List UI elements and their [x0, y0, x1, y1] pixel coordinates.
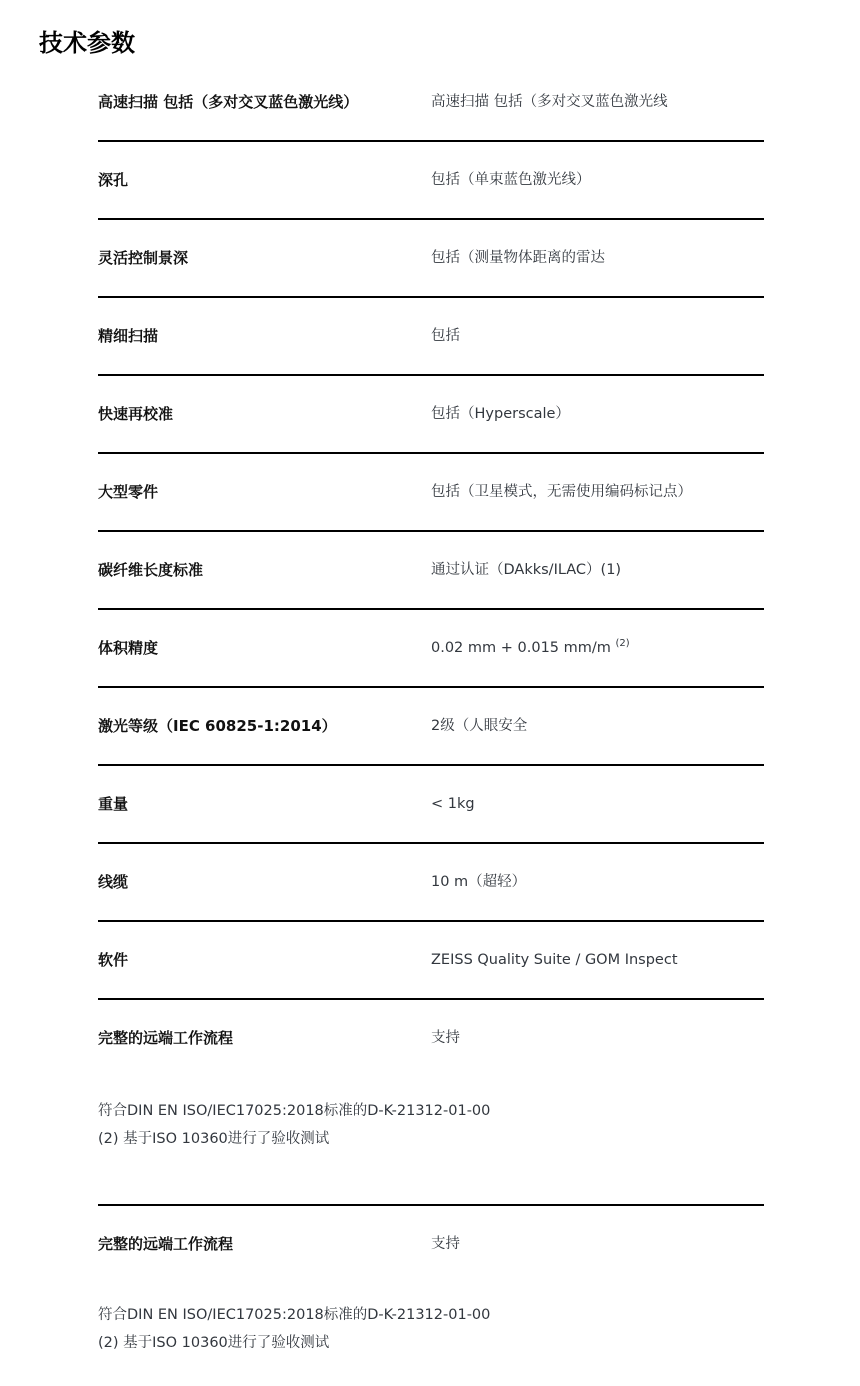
- spec-row-software: [98, 922, 764, 1000]
- spec-row-remote-workflow: [98, 1000, 764, 1078]
- spec-row-recalibration: [98, 376, 764, 454]
- spec-value: 包括（Hyperscale）: [431, 406, 570, 422]
- spec-row-cable: [98, 844, 764, 922]
- spec-label: 快速再校准: [98, 405, 174, 423]
- spec-row-laser-class: [98, 688, 764, 766]
- spec-label: 深孔: [98, 171, 129, 189]
- spec-label: 重量: [98, 795, 129, 813]
- spec-table: [98, 64, 764, 1078]
- spec-row-volume-accuracy: [98, 610, 764, 688]
- spec-value-text: 0.02 mm + 0.015 mm/m: [431, 640, 611, 656]
- spec-label: 体积精度: [98, 639, 159, 657]
- spec-label: 激光等级（IEC 60825-1:2014）: [98, 717, 337, 735]
- spec-label: 完整的远端工作流程: [98, 1235, 234, 1253]
- spec-value: [431, 637, 630, 659]
- spec-value: 支持: [431, 1236, 460, 1252]
- footnotes: [98, 1097, 764, 1153]
- spec-row-weight: [98, 766, 764, 844]
- spec-label: 精细扫描: [98, 327, 159, 345]
- footnote-2: (2) 基于ISO 10360进行了验收测试: [98, 1335, 330, 1351]
- spec-value: 包括: [431, 328, 460, 344]
- spec-row-high-speed-scan: [98, 64, 764, 142]
- spec-label: 灵活控制景深: [98, 249, 189, 267]
- spec-label: 大型零件: [98, 483, 159, 501]
- spec-row-fine-scan: [98, 298, 764, 376]
- spec-value: 包括（卫星模式，无需使用编码标记点）: [431, 484, 692, 500]
- footnote-2: (2) 基于ISO 10360进行了验收测试: [98, 1131, 330, 1147]
- spec-value: 支持: [431, 1030, 460, 1046]
- spec-label: 高速扫描 包括（多对交叉蓝色激光线）: [98, 93, 359, 111]
- spec-label: 完整的远端工作流程: [98, 1029, 234, 1047]
- footnote-1: 符合DIN EN ISO/IEC17025:2018标准的D-K-21312-01-00: [98, 1103, 491, 1119]
- spec-row-carbon-length-standard: [98, 532, 764, 610]
- spec-value: ZEISS Quality Suite / GOM Inspect: [431, 952, 678, 968]
- spec-value: 包括（测量物体距离的雷达: [431, 250, 605, 266]
- spec-value: 10 m（超轻）: [431, 874, 527, 890]
- spec-value: 通过认证（DAkks/ILAC）(1): [431, 562, 622, 578]
- spec-value: 2级（人眼安全: [431, 718, 528, 734]
- spec-row-large-parts: [98, 454, 764, 532]
- footnote-marker: (2): [615, 638, 630, 650]
- spec-value: < 1kg: [431, 796, 475, 812]
- spec-row-remote-workflow-repeat: [98, 1206, 764, 1280]
- page-title: 技术参数: [39, 29, 135, 57]
- spec-row-deep-hole: [98, 142, 764, 220]
- spec-label: 碳纤维长度标准: [98, 561, 204, 579]
- spec-row-depth-of-field: [98, 220, 764, 298]
- spec-value: 高速扫描 包括（多对交叉蓝色激光线: [431, 94, 668, 110]
- footnote-1: 符合DIN EN ISO/IEC17025:2018标准的D-K-21312-01-00: [98, 1307, 491, 1323]
- spec-label: 软件: [98, 951, 129, 969]
- spec-label: 线缆: [98, 873, 129, 891]
- footnotes-repeat: [98, 1301, 764, 1357]
- spec-value: 包括（单束蓝色激光线）: [431, 172, 591, 188]
